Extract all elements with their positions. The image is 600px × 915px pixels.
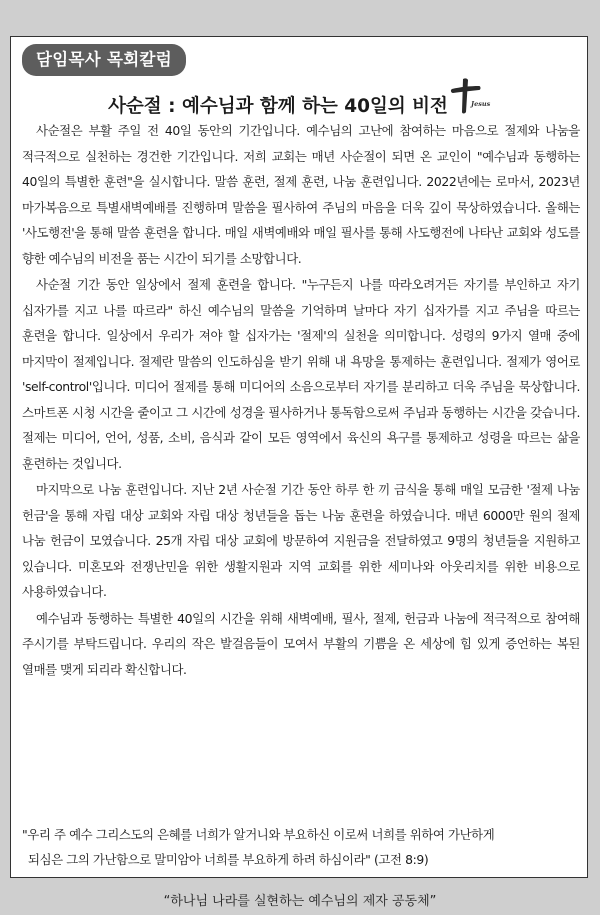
paragraph: 사순절 기간 동안 일상에서 절제 훈련을 합니다. "누구든지 나를 따라오려거든 자기를 부인하고 자기 십자가를 지고 나를 따르라" 하신 예수님의 말씀을 기억하며 날마다 자기 십자가를 지고 주님을 따르는 훈련을 합니다. 일상에서 우리가 져야 할 십자가는 '절제'의 실천을 의미합니다. 성령의 9가지 열매 중에 마지막이 절제입니다. 절제란 말씀의 인도하심을 받기 위해 내 욕망을 통제하는 훈련입니다. 절제가 영어로 'self-control'입니다. 미디어 절제를 통해 미디어의 소음으로부터 자기를 분리하고 더욱 주님을 묵상합니다. 스마트폰 시청 시간을 줄이고 그 시간에 성경을 필사하거나 통독함으로써 주님과 동행하는 시간을 갖습니다. 절제는 미디어, 언어, 성품, 소비, 음식과 같이 모든 영역에서 육신의 욕구를 통제하고 성령을 따르는 삶을 훈련하는 것입니다. xyxy=(22,277,580,471)
cross-icon xyxy=(450,86,492,116)
quote-line: "우리 주 예수 그리스도의 은혜를 너희가 알거니와 부요하신 이로써 너희를 위하여 가난하게 xyxy=(22,827,495,842)
title-text: 사순절 : 예수님과 함께 하는 40일의 비전 xyxy=(108,96,448,117)
paragraph: 예수님과 동행하는 특별한 40일의 시간을 위해 새벽예배, 필사, 절제, 헌금과 나눔에 적극적으로 참여해 주시기를 부탁드립니다. 우리의 작은 발걸음들이 모여서 부활의 기쁨을 온 세상에 힘 있게 증언하는 복된 열매를 맺게 되리라 확신합니다. xyxy=(22,610,580,677)
column-badge: 담임목사 목회칼럼 xyxy=(22,44,186,76)
scripture-quote xyxy=(22,822,582,872)
column-body xyxy=(22,118,580,683)
paragraph: 사순절은 부활 주일 전 40일 동안의 기간입니다. 예수님의 고난에 참여하는 마음으로 절제와 나눔을 적극적으로 실천하는 경건한 기간입니다. 저희 교회는 매년 사순절이 되면 온 교인이 "예수님과 동행하는 40일의 특별한 훈련"을 실시합니다. 말씀 훈련, 절제 훈련, 나눔 훈련입니다. 2022년에는 로마서, 2023년 마가복음으로 특별새벽예배를 진행하며 말씀을 필사하여 주님의 마음을 더욱 깊이 묵상하였습니다. 올해는 '사도행전'을 통해 말씀 훈련을 합니다. 매일 새벽예배와 매일 필사를 통해 사도행전에 나타난 교회와 성도를 향한 예수님의 비전을 품는 시간이 되기를 소망합니다. xyxy=(22,123,580,266)
quote-line: 되심은 그의 가난함으로 말미암아 너희를 부요하게 하려 하심이라" (고전 8:9) xyxy=(28,852,429,867)
column-title xyxy=(0,86,600,118)
cross-caption: Jesus xyxy=(470,100,491,108)
paragraph: 마지막으로 나눔 훈련입니다. 지난 2년 사순절 기간 동안 하루 한 끼 금식을 통해 매일 모금한 '절제 나눔 헌금'을 통해 자립 대상 교회와 자립 대상 청년들을 돕는 나눔 훈련을 하였습니다. 매년 6000만 원의 절제 나눔 헌금이 모였습니다. 25개 자립 대상 교회에 방문하여 지원금을 전달하였고 9명의 청년들을 지원하고 있습니다. 미혼모와 전쟁난민을 위한 생활지원과 지역 교회를 위한 세미나와 아웃리치를 위한 비용으로 사용하였습니다. xyxy=(22,482,580,599)
church-motto: “하나님 나라를 실현하는 예수님의 제자 공동체” xyxy=(163,894,437,909)
